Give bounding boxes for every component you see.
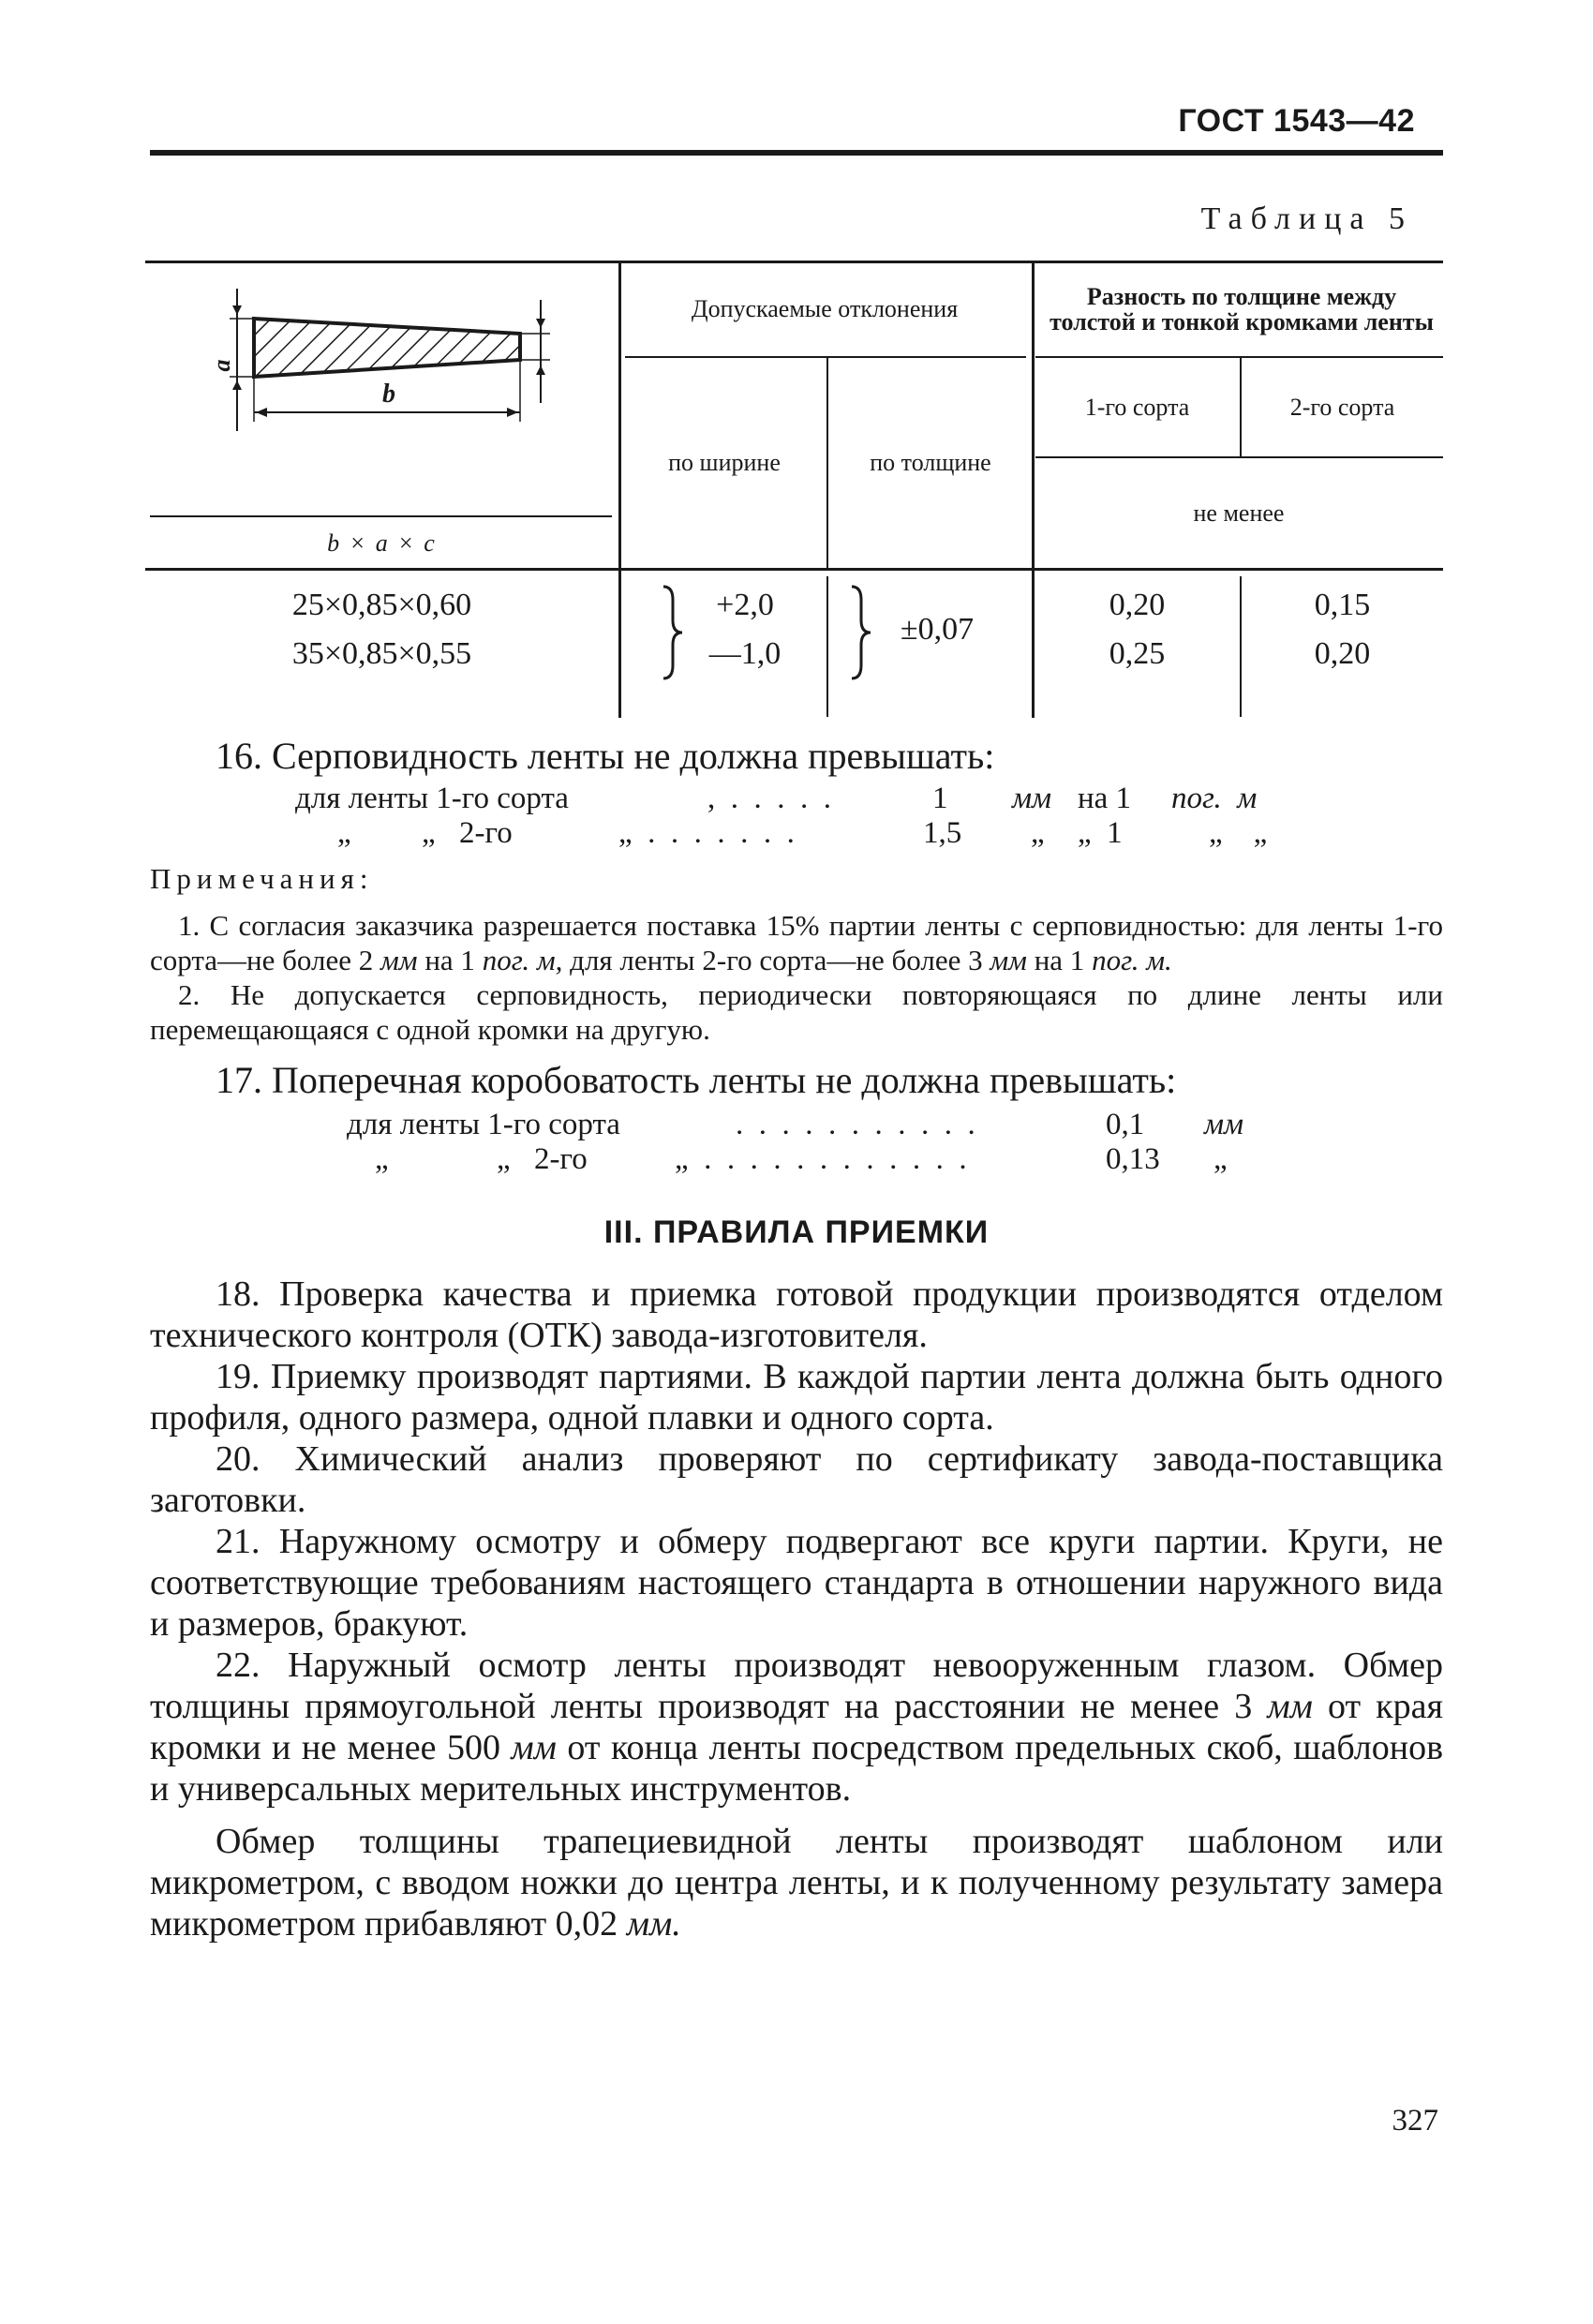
header-tol-thickness: по толщине [870,449,991,477]
table-vline-data [826,576,828,717]
camber-grade2-value: 1,5 [923,816,962,850]
header-tol-width: по ширине [668,449,781,477]
camber-grade1-value: 1 [932,782,948,815]
tolerance-table [145,253,1443,722]
note-1-unit-mm-2: мм [990,944,1027,976]
camber-grade1-per-unit: пог. м [1171,782,1258,815]
note-1 [150,908,1443,977]
camber-grade2-unit: „ [1031,816,1045,850]
header-thickness-diff: Разность по толщине между толстой и тонкой кромками ленты [1050,282,1434,335]
note-1-text-c: для ленты 2-го сорта—не более 3 [570,944,983,976]
note-1-unit-pog-2: пог. м. [1092,944,1172,976]
warp-grade2-unit: „ [1213,1142,1228,1176]
section-3-heading: III. ПРАВИЛА ПРИЕМКИ [603,1214,990,1250]
table-header-bottom-rule [145,568,1443,571]
paragraph-20: 20. Химический анализ проверяют по сертификату завода-поставщика заготовки. [150,1439,1443,1520]
diagram-label-b: b [382,380,395,410]
camber-grade2-label: 2-го [459,816,513,850]
paragraph-18: 18. Проверка качества и приемка готовой продукции производятся отделом технического контроля (ОТК) завода-изготовителя. [150,1274,1443,1355]
camber-grade2-quote2: „ [422,816,436,850]
tol-width-upper: +2,0 [716,587,774,622]
header-grade2: 2-го сорта [1289,393,1395,421]
camber-grade1-unit: мм [1012,782,1052,815]
row2-grade1: 0,25 [1109,635,1166,671]
tol-width-lower: —1,0 [708,635,782,671]
paragraph-22-unit-mm: мм [1267,1687,1313,1726]
warp-grade1-line [150,1108,1443,1142]
camber-grade2-quote1: „ [337,816,351,850]
paragraph-19: 19. Приемку производят партиями. В каждой партии лента должна быть одного профиля, одного размера, одной плавки и одного сорта. [150,1357,1443,1438]
document-header-title: ГОСТ 1543—42 [1178,103,1415,139]
brace-thickness [848,583,876,682]
tol-thickness: ±0,07 [900,611,975,647]
camber-grade1-dots: , . . . . . [707,782,831,815]
warp-grade2-dots: „ . . . . . . . . . . . . [675,1142,967,1176]
warp-grade2-label: 2-го [534,1142,588,1176]
warp-grade2-quote2: „ [497,1142,511,1176]
note-1-unit-mm: мм [380,944,418,976]
paragraph-23-unit-mm: мм. [626,1904,681,1944]
page-number: 327 [1392,2104,1438,2138]
note-1-text-d: на 1 [1034,944,1085,976]
camber-grade2-per: „ 1 [1078,816,1123,850]
paragraph-22-text-b: от края кромки и не менее 500 [150,1687,1443,1767]
camber-grade1-label: для ленты 1-го сорта [295,782,569,815]
row-size-1: 25×0,85×0,60 [291,587,472,622]
paragraph-22 [150,1645,1443,1810]
row1-grade2: 0,15 [1314,587,1371,622]
header-tolerances: Допускаемые отклонения [691,295,959,323]
section-16-title: 16. Серповидность ленты не должна превышать: [216,735,995,777]
row-size-2: 35×0,85×0,55 [291,635,472,671]
section-17-title: 17. Поперечная коробоватость ленты не должна превышать: [216,1059,1177,1101]
paragraph-22-text-c: от конца ленты посредством предельных скоб, шаблонов и универсальных мерительных инструментов. [150,1728,1444,1809]
row1-grade1: 0,20 [1109,587,1166,622]
camber-grade2-dots: „ . . . . . . . [618,816,795,850]
row2-grade2: 0,20 [1314,635,1371,671]
paragraph-21: 21. Наружному осмотру и обмеру подвергают все круги партии. Круги, не соответствующие требованиям настоящего стандарта в отношении наружного вида и размеров, бракуют. [150,1522,1443,1644]
paragraph-23-text: Обмер толщины трапециевидной ленты производят шаблоном или микрометром, с вводом ножки до центра ленты, и к полученному результату замера микрометром прибавляют 0,02 [150,1822,1443,1944]
header-rule [150,150,1443,156]
camber-grade1-line [150,782,1443,816]
camber-grade2-per-unit: „ „ [1209,816,1268,850]
diagram-label-a: a [208,359,236,372]
paragraph-22-unit-mm-2: мм [511,1728,557,1767]
warp-grade2-line [150,1142,1443,1177]
note-1-text-a: 1. С согласия заказчика разрешается поставка 15% партии ленты с серповидностью: для ленты 1-го сорта—не более 2 [150,909,1443,976]
trapezoid-profile-diagram [201,281,595,459]
note-1-unit-pog: пог. м, [482,944,563,976]
warp-grade1-dots: . . . . . . . . . . . [736,1108,975,1141]
note-1-text-b: на 1 [424,944,475,976]
warp-grade1-label: для ленты 1-го сорта [347,1108,620,1141]
brace-width [656,583,684,682]
header-not-less: не менее [1193,499,1285,527]
document-body [150,736,1443,1944]
warp-grade1-value: 0,1 [1106,1108,1145,1141]
camber-grade1-per: на 1 [1078,782,1132,815]
warp-grade2-value: 0,13 [1106,1142,1160,1176]
table-diagram-rule [150,515,612,517]
note-2: 2. Не допускается серповидность, периодически повторяющаяся по длине ленты или перемещающаяся с одной кромки на другую. [150,978,1443,1046]
paragraph-23 [150,1821,1443,1944]
notes-title: Примечания: [150,862,374,895]
profile-size-label: b × a × c [327,529,437,558]
table-top-rule [145,261,1443,263]
header-grade1: 1-го сорта [1084,393,1190,421]
paragraph-22-text-a: 22. Наружный осмотр ленты производят невооруженным глазом. Обмер толщины прямоугольной ленты производят на расстоянии не менее 3 [150,1646,1443,1726]
camber-grade2-line [150,816,1443,851]
table-caption: Таблица 5 [1200,201,1413,236]
warp-grade1-unit: мм [1204,1108,1244,1141]
warp-grade2-quote1: „ [375,1142,389,1176]
